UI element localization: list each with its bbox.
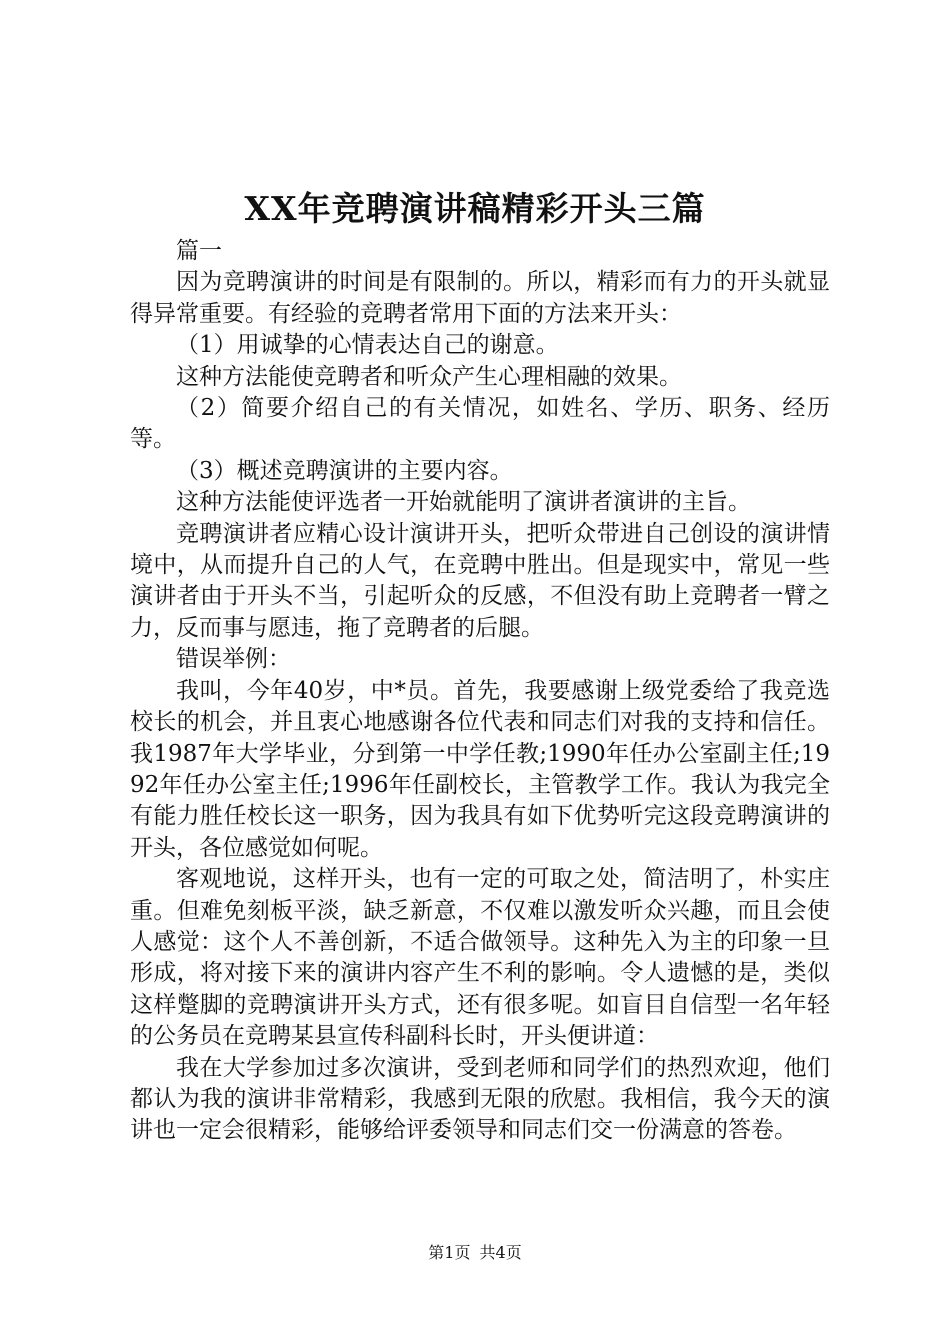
page-number: 第1页 (428, 1243, 471, 1262)
paragraph: 因为竞聘演讲的时间是有限制的。所以，精彩而有力的开头就显得异常重要。有经验的竞聘者常用下面的方法来开头： (130, 269, 830, 327)
paragraph-method-3: （3）概述竞聘演讲的主要内容。 (176, 457, 513, 484)
paragraph-example: 我在大学参加过多次演讲，受到老师和同学们的热烈欢迎，他们都认为我的演讲非常精彩，我感到无限的欣慰。我相信，我今天的演讲也一定会很精彩，能够给评委领导和同志们交一份满意的答卷。 (130, 1054, 830, 1144)
page-footer (0, 1242, 950, 1264)
paragraph: 这种方法能使评选者一开始就能明了演讲者演讲的主旨。 (176, 489, 751, 516)
paragraph-subheading: 错误举例： (176, 646, 291, 673)
document-title: XX年竞聘演讲稿精彩开头三篇 (244, 189, 706, 228)
paragraph-method-1: （1）用诚挚的心情表达自己的谢意。 (176, 332, 559, 359)
paragraph: 这种方法能使竞聘者和听众产生心理相融的效果。 (176, 363, 682, 390)
paragraph-section-heading: 篇一 (176, 238, 222, 264)
paragraph: 客观地说，这样开头，也有一定的可取之处，简洁明了，朴实庄重。但难免刻板平淡，缺乏新意，不仅难以激发听众兴趣，而且会使人感觉：这个人不善创新，不适合做领导。这种先入为主的印象一旦形成，将对接下来的演讲内容产生不利的影响。令人遗憾的是，类似这样蹩脚的竞聘演讲开头方式，还有很多呢。如盲目自信型一名年轻的公务员在竞聘某县宣传科副科长时，开头便讲道： (130, 866, 830, 1050)
paragraph: 竞聘演讲者应精心设计演讲开头，把听众带进自己创设的演讲情境中，从而提升自己的人气，在竞聘中胜出。但是现实中，常见一些演讲者由于开头不当，引起听众的反感，不但没有助上竞聘者一臂之力，反而事与愿违，拖了竞聘者的后腿。 (130, 520, 830, 641)
page-total: 共4页 (479, 1243, 522, 1262)
paragraph-example: 我叫，今年40岁，中*员。首先，我要感谢上级党委给了我竞选校长的机会，并且衷心地感谢各位代表和同志们对我的支持和信任。我1987年大学毕业，分到第一中学任教;1990年任办公室副主任;1992年任办公室主任;1996年任副校长，主管教学工作。我认为我完全有能力胜任校长这一职务，因为我具有如下优势听完这段竞聘演讲的开头，各位感觉如何呢。 (130, 677, 830, 861)
paragraph-method-2: （2）简要介绍自己的有关情况，如姓名、学历、职务、经历等。 (130, 395, 830, 453)
document-body (130, 236, 830, 1147)
